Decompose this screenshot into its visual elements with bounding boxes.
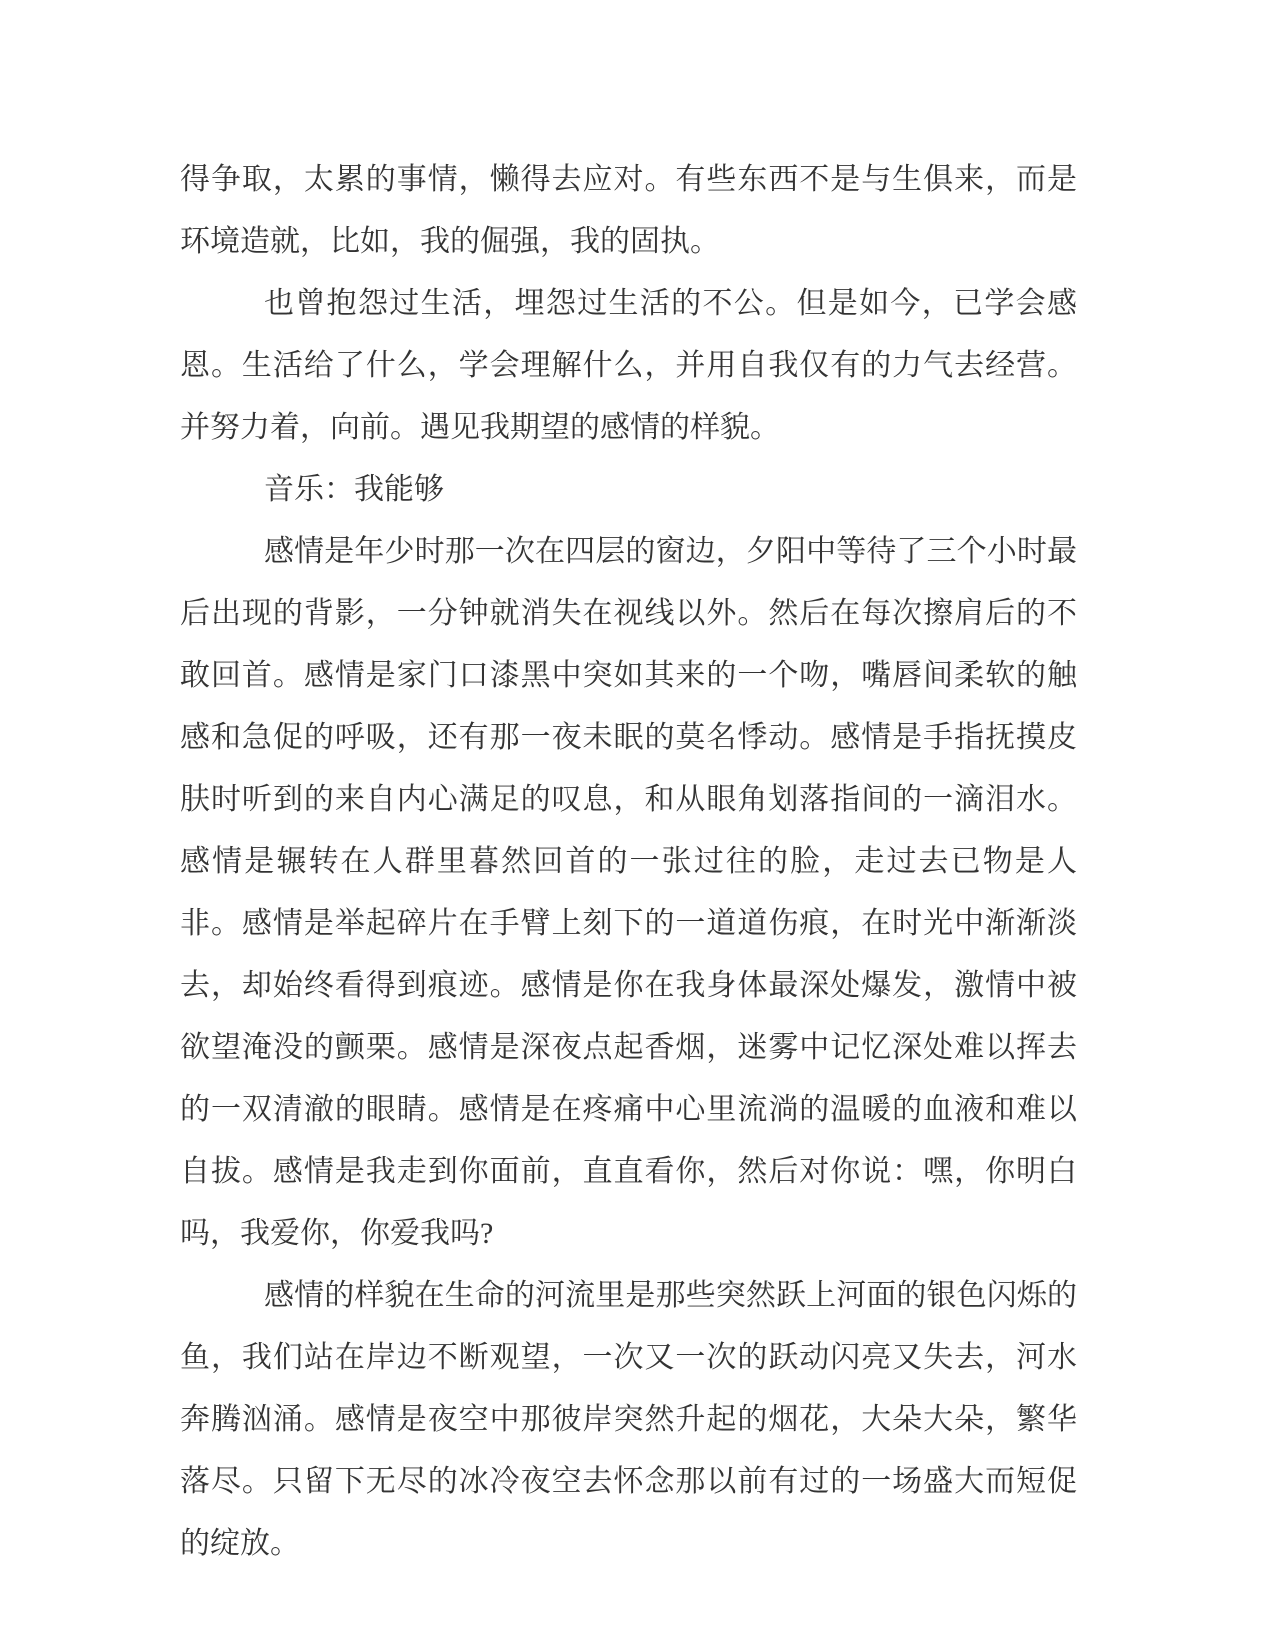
paragraph: 音乐：我能够 (264, 473, 444, 506)
document-body (180, 149, 1077, 1575)
paragraph: 也曾抱怨过生活，埋怨过生活的不公。但是如今，已学会感恩。生活给了什么，学会理解什么，并用自我仅有的力气去经营。并努力着，向前。遇见我期望的感情的样貌。 (180, 287, 1077, 444)
paragraph: 感情的样貌在生命的河流里是那些突然跃上河面的银色闪烁的鱼，我们站在岸边不断观望，一次又一次的跃动闪亮又失去，河水奔腾汹涌。感情是夜空中那彼岸突然升起的烟花，大朵大朵，繁华落尽。只留下无尽的冰冷夜空去怀念那以前有过的一场盛大而短促的绽放。 (180, 1279, 1077, 1560)
paragraph: 得争取，太累的事情，懒得去应对。有些东西不是与生俱来，而是环境造就，比如，我的倔强，我的固执。 (180, 163, 1077, 258)
paragraph: 感情是年少时那一次在四层的窗边，夕阳中等待了三个小时最后出现的背影，一分钟就消失在视线以外。然后在每次擦肩后的不敢回首。感情是家门口漆黑中突如其来的一个吻，嘴唇间柔软的触感和急促的呼吸，还有那一夜未眠的莫名悸动。感情是手指抚摸皮肤时听到的来自内心满足的叹息，和从眼角划落指间的一滴泪水。感情是辗转在人群里暮然回首的一张过往的脸，走过去已物是人非。感情是举起碎片在手臂上刻下的一道道伤痕，在时光中渐渐淡去，却始终看得到痕迹。感情是你在我身体最深处爆发，激情中被欲望淹没的颤栗。感情是深夜点起香烟，迷雾中记忆深处难以挥去的一双清澈的眼睛。感情是在疼痛中心里流淌的温暖的血液和难以自拔。感情是我走到你面前，直直看你，然后对你说：嘿，你明白吗，我爱你，你爱我吗? (180, 535, 1077, 1250)
